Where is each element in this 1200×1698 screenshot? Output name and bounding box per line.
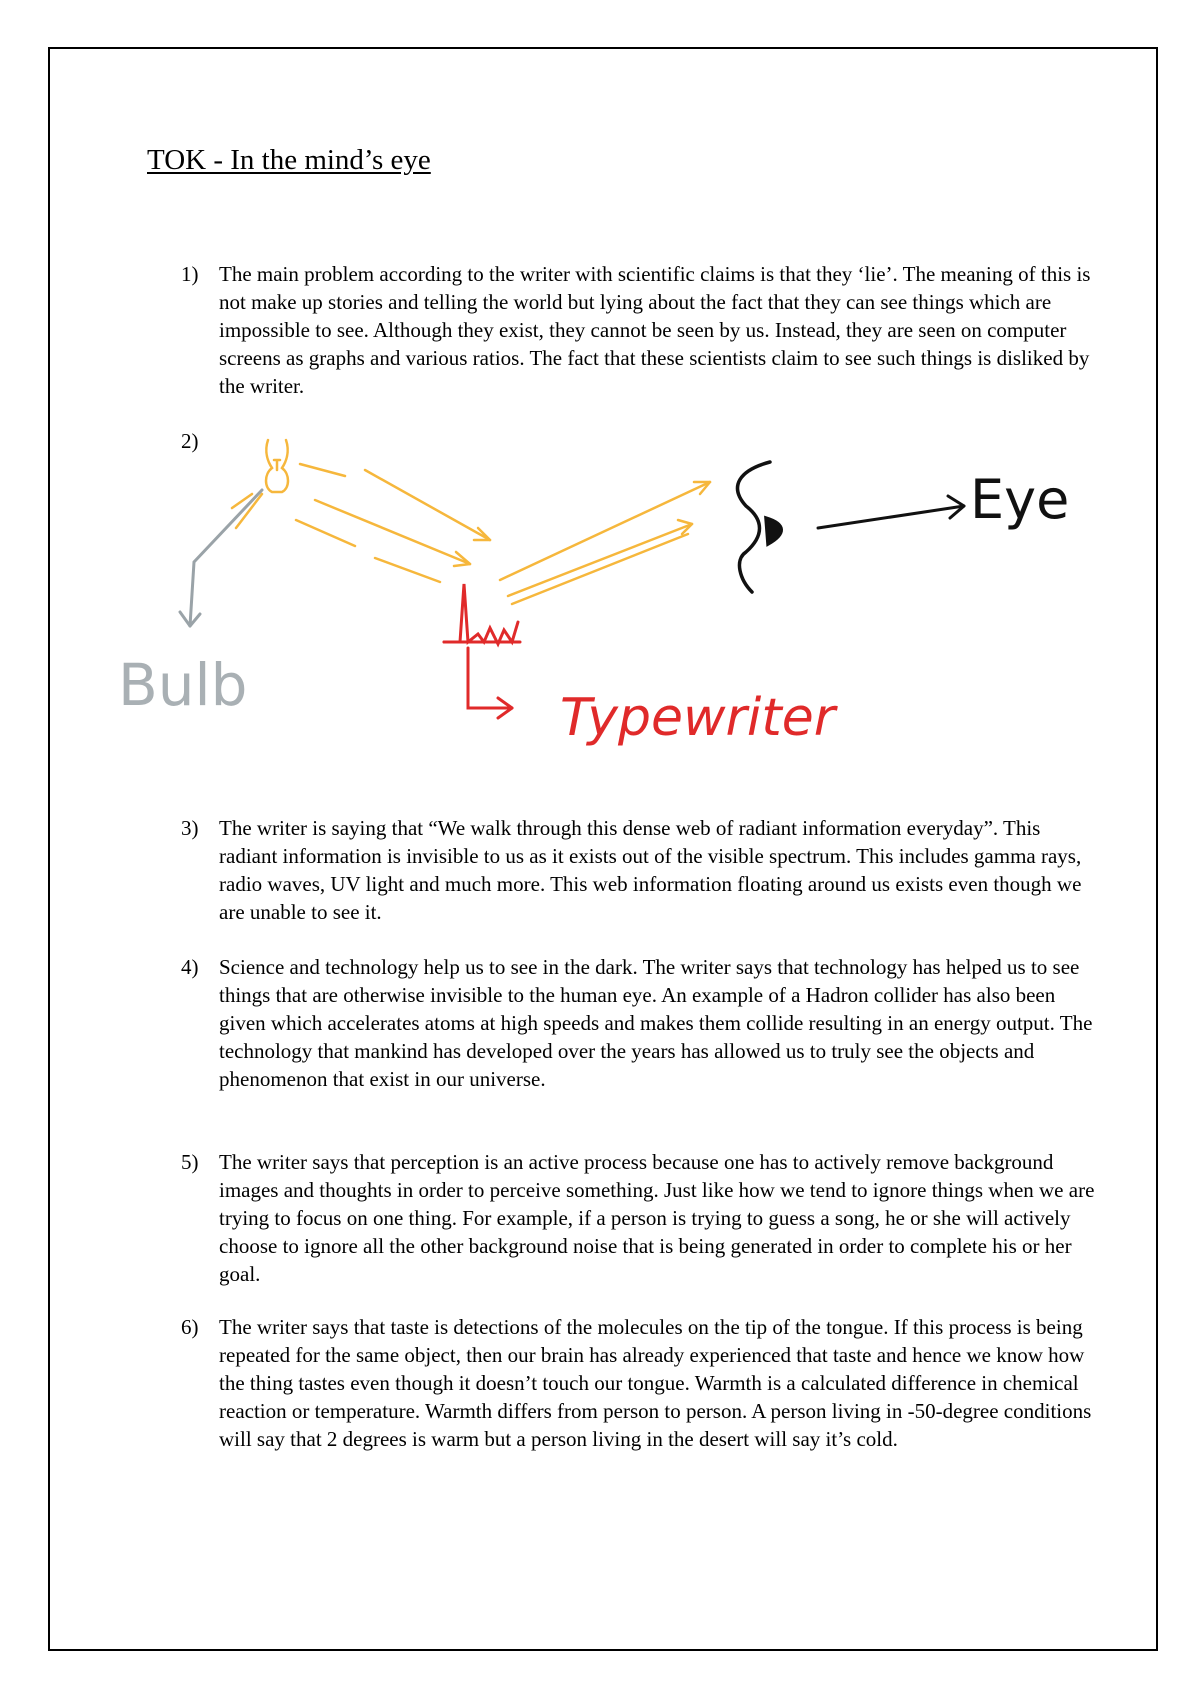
list-text: The writer says that taste is detections of the molecules on the tip of the tongue. If this process is being repeated for the same object, then our brain has already experienced that taste and hence we know how the thing tastes even though it doesn’t touch our tongue. Warmth is a calculated difference in chemical reaction or temperature. Warmth differs from person to person. A person living in -50-degree conditions will say that 2 degrees is warm but a person living in the desert will say it’s cold. — [219, 1315, 1092, 1451]
list-number: 3) — [181, 816, 199, 840]
list-item-4 — [181, 953, 1093, 1093]
list-number: 5) — [181, 1150, 199, 1174]
typewriter-label: Typewriter — [560, 688, 836, 748]
list-number: 2) — [181, 429, 199, 453]
list-text: The writer says that perception is an active process because one has to actively remove background images and thoughts in order to perceive something. Just like how we tend to ignore things when we are trying to focus on one thing. For example, if a person is trying to guess a song, he or she will actively choose to ignore all the other background noise that is being generated in order to complete his or her goal. — [219, 1150, 1095, 1286]
list-number: 1) — [181, 262, 199, 286]
light-rays — [232, 464, 710, 604]
typewriter-pointer-arrow — [468, 648, 512, 718]
list-item-5 — [181, 1148, 1095, 1288]
eye-pointer-arrow — [818, 496, 964, 528]
light-bulb-icon — [266, 440, 288, 492]
typewriter-icon — [444, 584, 520, 644]
page-title: TOK - In the mind’s eye — [147, 144, 431, 176]
list-item-3 — [181, 814, 1081, 926]
list-text: The writer is saying that “We walk through this dense web of radiant information everyday”. This radiant information is invisible to us as it exists out of the visible spectrum. This includes gamma rays, radio waves, UV light and much more. This web information floating around us exists even though we are unable to see it. — [219, 816, 1082, 924]
eye-label: Eye — [970, 468, 1070, 531]
list-number: 4) — [181, 955, 199, 979]
bulb-label: Bulb — [118, 651, 248, 719]
list-text: Science and technology help us to see in the dark. The writer says that technology has helped us to see things that are otherwise invisible to the human eye. An example of a Hadron collider has also been given which accelerates atoms at high speeds and makes them collide resulting in an energy output. The technology that mankind has developed over the years has allowed us to truly see the objects and phenomenon that exist in our universe. — [219, 955, 1093, 1091]
list-text: The main problem according to the writer with scientific claims is that they ‘lie’. The meaning of this is not make up stories and telling the world but lying about the fact that they can see things which are impossible to see. Although they exist, they cannot be seen by us. Instead, they are seen on computer screens as graphs and various ratios. The fact that these scientists claim to see such things is disliked by the writer. — [219, 262, 1091, 398]
eye-icon — [738, 462, 782, 592]
list-number: 6) — [181, 1315, 199, 1339]
list-item-6 — [181, 1313, 1092, 1453]
